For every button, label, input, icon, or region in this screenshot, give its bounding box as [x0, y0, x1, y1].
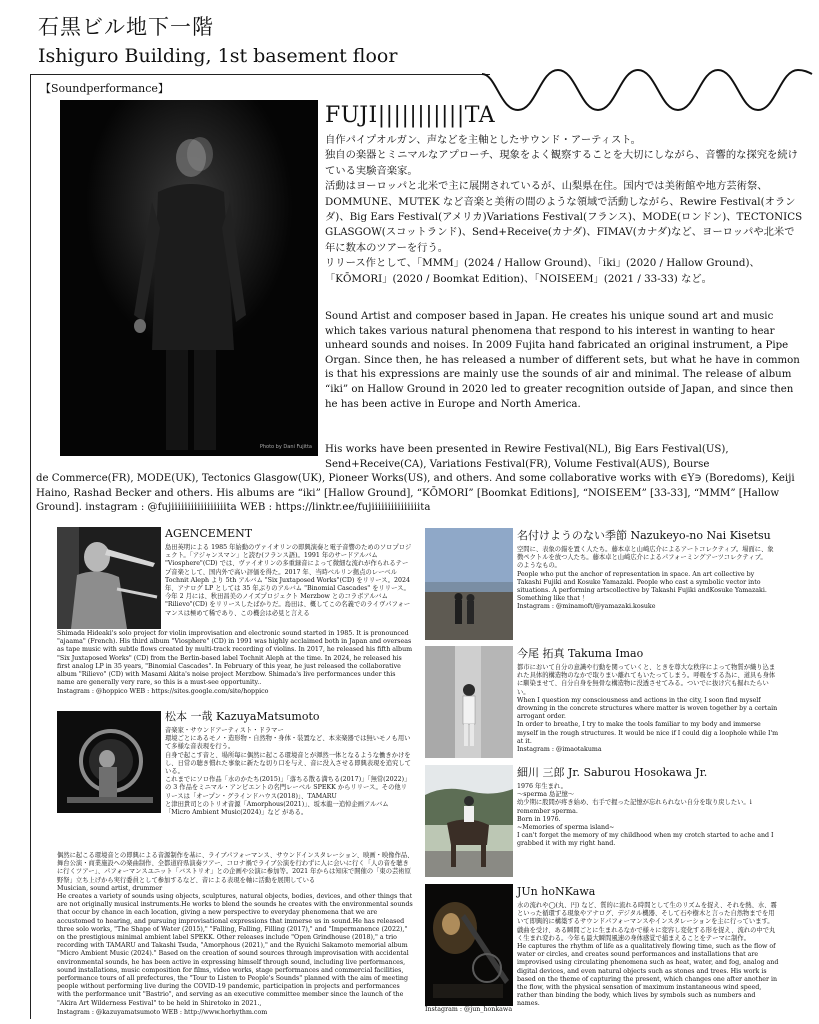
bio-paragraph: 幼少期に股間が疼き始め、右手で握った記憶が忘れられない自分を取り戻したい。i remember sperma.: [517, 799, 752, 815]
artist-bio: [517, 664, 779, 760]
artist-name: AGENCEMENT: [165, 527, 253, 540]
page-title-en: Ishiguro Building, 1st basement floor: [38, 45, 398, 67]
artist-bio-continued: [57, 852, 414, 1018]
featured-artist-photo: [60, 100, 318, 456]
featured-bio-en: Sound Artist and composer based in Japan. He creates his unique sound art and music which takes various natural phenomena that respond to his interest in wanting to hear unheard sounds and noises. In 2009 Fujita hand fabricated an original instrument, a Pipe Organ. Since then, he has released a number of different sets, but what he have in common is that his expressions are mainly use the sounds of air and minimal. The release of album “iki” on Hallow Ground in 2020 led to greater recognition outside of Japan, and since then he has been active in Europe and North America.: [325, 311, 800, 410]
bio-jp-line: 独自の楽器とミニマルなアプローチ、現象をよく観察することを大切にしながら、音響的な探究を続けている実験音楽家。: [325, 149, 798, 177]
artist-photo-matsumoto: [57, 711, 161, 813]
bio-social: Instagram : @imaotakuma: [517, 746, 602, 754]
frame-left-line: [30, 74, 31, 1019]
bio-paragraph: 環境ごとにあるモノ・造形物・自然物・身体・装置など、本来楽器では無いモノも用いて多様な音表現を行う。: [165, 735, 411, 751]
bio-paragraph: When I question my consciousness and actions in the city, I soon find myself drowning in the concrete structures where matter is woven together by a certain arrogant order.: [517, 696, 778, 721]
artist-bio: [517, 783, 779, 873]
bio-jp-line: リリース作として、「MMM」(2024 / Hallow Ground)、「iki」(2020 / Hallow Ground)、「KŌMORI」(2020 / Boomkat Edition)、「NOISEEM」(2021 / 33-33) など。: [325, 257, 760, 285]
bio-social: Instagram : @hoppico WEB : https://sites.google.com/site/hoppico: [57, 688, 269, 696]
artist-photo-agencement: [57, 527, 161, 629]
artist-bio: [165, 544, 413, 629]
bio-paragraph: 〜sperma 島記憶〜: [517, 791, 575, 799]
bio-jp-line: 自作パイプオルガン、声などを主軸としたサウンド・アーティスト。: [325, 134, 641, 146]
bio-paragraph: Something like that ！: [517, 595, 589, 603]
bio-paragraph: と津田貴司とのトリオ音源「Amorphous(2021)」、坂本龍一追悼企画アルバム「Micro Ambient Music(2024)」など がある。: [165, 800, 389, 817]
page-title-jp: 石黒ビル地下一階: [38, 15, 214, 39]
bio-paragraph: I can't forget the memory of my childhood when my crotch started to ache and I grabbed it with my right hand.: [517, 832, 774, 848]
bio-paragraph: He creates a variety of sounds using objects, sculptures, natural objects, bodies, devices, and other things that are not originally musical instruments.He works to blend the sounds he creates with the environmental sounds that occur by chance in each location, giving a new perspective to everyday phenomena that we are accustomed to hearing, and pursuing improvisational expressions that immerse us in sound.He has released three solo works, "The Shape of Water (2015)," "Falling, Falling, Filling (2017)," and "Impermanence (2022)," on the prestigious minimal ambient label SPEKK. Other releases include "Open Grindhouse (2018)," a trio recording with TAMARU and Takashi Tsuda, "Amorphous (2021)," and the Ryuichi Sakamoto memorial album "Micro Ambient Music (2024)." Based on the creation of sound sources through improvisation with accidental environmental sounds, he has been active in expressing himself through sound, including live performances, sound installations, music composition for films, video works, stage performances and commercial facilities, performance tours of all prefectures, the "Tour to Listen to People's Sounds" planned with the aim of meeting people without performing live during the COVID-19 pandemic, participation in projects and performances with the performance unit "Bastrio", and serving as an executive committee member since the launch of the "Akira Art Wilderness Festival" to be held in Shiretoko in 2021.,: [57, 893, 413, 1007]
featured-bio-jp: [325, 133, 803, 287]
frame-top-line: [30, 74, 490, 75]
artist-bio: [517, 902, 779, 1008]
bio-paragraph: のようなもの。: [517, 562, 561, 570]
artist-name: 今尾 拓真 Takuma Imao: [517, 647, 644, 660]
artist-bio: [517, 546, 779, 646]
photo-credit: Photo by Dani Fujitta: [259, 444, 312, 450]
artist-photo-honkawa: [425, 884, 513, 1006]
bio-paragraph: 自身で起こす音と、場所毎に偶然に起こる環境音とが渾然一体となるような働きかけをし、日常の聴き慣れた事象に新たな切り口を与え、音に没入させる即興表現を追究している。: [165, 751, 411, 776]
bio-paragraph: People who put the anchor of representation in space. An art collective by Takashi Fujiki and Kosuke Yamazaki. People who cast a symbolic vector into situations. A performing artscollective by Takashi Fujiki andKosuke Yamazaki.: [517, 570, 767, 595]
artist-bio-continued: [57, 630, 414, 702]
bio-jp-line: 活動はヨーロッパと北米で主に展開されているが、山梨県在住。国内では美術館や地方芸術祭、DOMMUNE、MUTEK など音楽と美術の間のような領域で活動しながら、Rewire Festival(オランダ)、Big Ears Festival(アメリカ)Variations Festival(フランス)、MODE(ロンドン)、TECTONICS GLASGOW(スコットランド)、Send+Receive(カナダ)、FIMAV(カナダ)など、ヨーロッパや北米で年に数本のツアーを行う。: [325, 180, 803, 254]
bio-paragraph: Shimada Hideaki's solo project for violin improvisation and electronic sound started in 1985. It is pronounced "ajaama" (French). His third album "Viosphere" (CD) in 1991 was highly acclaimed both in Japan and overseas as tape music with subtle flows created by multi-track recording of violins. In 2017, he released his fifth album "Six Juxtaposed Works" (CD) from the Berlin-based label Tochnit Aleph at the time. In 2024, he released his first analog LP in 35 years, "Binomial Cascades". In February of this year, he just released the collaborative album "Rilievo" (CD) with Masami Akita's noise project Merzbow. Shimada's live performances under this name are generally very rare, so this is a must-see opportunity..: [57, 630, 413, 687]
artist-bio: [165, 727, 413, 851]
bio-paragraph: これまでにソロ作品「水のかたち(2015)」「落ちる散る満ちる(2017)」「無常(2022)」の 3 作品をミニマル・アンビエントの名門レーベル SPEKK からリリース。その他リリースは「オープン・グラインドハウス(2018)」、TAMARU: [165, 776, 411, 800]
artist-photo-nazukeyo: [425, 528, 513, 640]
artist-photo-imao: [425, 646, 513, 758]
bio-paragraph: 偶然に起こる環境音との即興による音源制作を基に、ライブパフォーマンス、サウンドインスタレーション、映画・映像作品、舞台公演・商業施設への楽曲制作、全都道府県演奏ツアー、コロナ禍でライブ公演を行わずに人に会いに行く「人の音を聴きに行くツアー」、パフォーマンスユニット「バストリオ」との企画や公演に参加等。2021 年からは知床で開催の「東の芸術原野祭」立ち上げから実行委員として参加するなど、音による表現を軸に活動を展開している: [57, 852, 414, 884]
bio-social: Instagram : @minamoft/@yamazaki.kosuke: [517, 603, 656, 611]
bio-paragraph: In order to breathe, I try to make the tools familiar to my body and immerse myself in the rough structures. It would be nice if I could dig a loophole while I'm at it.: [517, 721, 779, 745]
bio-paragraph: 水の流れや◯(丸、円) など、質的に流れる時間として生のリズムを捉え、それを熱、水、霧といった循環する現象やアナログ、デジタル機器、そして石や樹木と言った自然物までを用いて即興的に構築するサウンドパフォーマンスやインスタレーションを主に行っています。 戯曲を受け、ある瞬間ごとに生まれるなかで様々に変容し変化する形を捉え、流れの中で丸く生まれ変わる。今年も最大瞬間風速の身体感覚で捕まえることをテーマに制作。: [517, 902, 777, 942]
artist-name: 松本 一哉 KazuyaMatsumoto: [165, 710, 320, 723]
bio-paragraph: Born in 1976.: [517, 815, 561, 823]
artist-bio-continued: [425, 1006, 779, 1022]
bio-paragraph: 音楽家・サウンドアーティスト・ドラマー: [165, 727, 284, 734]
artist-name: JUn hoNKawa: [517, 885, 596, 898]
bio-paragraph: Musician, sound artist, drummer: [57, 884, 163, 892]
featured-artist-name: FUJI|||||||||||TA: [325, 103, 496, 128]
bio-paragraph: ~Memories of sperma island~: [517, 824, 615, 832]
bio-social: Instagram : @jun_honkawa: [425, 1006, 513, 1013]
bio-paragraph: 都市において自分の意識や行動を関っていくと、ときを尊大な秩序によって物質が織り込まれた具体的構造物のなかで取りまい離れてもいたってしまう。呼吸をする為に、道具も身体に馴染ませて、自分自身を無骨な構造物に没透させてみる。ついでに抜け穴も掘れたらいい。: [517, 664, 776, 696]
bio-paragraph: He captures the rhythm of life as a qualitatively flowing time, such as the flow of water or circles, and creates sound performances and installations that are improvised using circulating phenomena such as heat, water, and fog, analog and digital devices, and even natural objects such as stones and trees. His work is based on the theme of capturing the present, which changes one after another in the flow, with the physical sensation of maximum instantaneous wind speed, rather than binding the body, which lives by symbols such as numbers and names.: [517, 943, 779, 1008]
bio-paragraph: 1976 年生まれ。: [517, 783, 567, 790]
artist-name: 名付けようのない季節 Nazukeyo-no Nai Kisetsu: [517, 529, 771, 542]
artist-name: 細川 三郎 Jr. Saburou Hosokawa Jr.: [517, 766, 708, 779]
featured-bio-en-continued: [36, 443, 808, 516]
bio-en2-rest: de Commerce(FR), MODE(UK), Tectonics Glasgow(UK), Pioneer Works(US), and others. And some collaborative works with ∈Y∋ (Boredoms), Keiji Haino, Rashad Becker and others. His albums are “iki” [Hallow Ground], “KŌMORI” [Boomkat Editions], “NOISEEM” [33-33], “MMM” [Hallow Ground]. instagram : @fujiiiiiiiiiiiiiiiiita WEB : https://linktr.ee/fujiiiiiiiiiiiiiiita: [36, 473, 795, 514]
bio-paragraph: 島田英明による 1985 年始動のヴァイオリンの即興演奏と電子音響のためのソロプロジェクト。「アジャンスマン」と読む(フランス語)。1991 年のサードアルバム "Viosphere"(CD) では、ヴァイオリンの多重録音によって微細な流れが作られるテープ音楽として、国内外で高い評価を得た。2017 年、当時ベルリン拠点のレーベル Tochnit Aleph より 5th アルバム "Six Juxtaposed Works"(CD) をリリース。2024 年、アナログ LP としては 35 年ぶりのアルバム "Binomial Cascades" をリリース。今年 2 月には、秋田昌美のノイズプロジェクト Merzbow とのコラボアルバム "Rilievo"(CD) をリリースしたばかりだ。島田は、概してこの名義でのライヴパフォーマンスは極めて稀であり、この機会は必見と言える: [165, 544, 412, 617]
bio-paragraph: 空間に、表象の錨を置く人たち。藤本卓と山崎広介によるアートコレクティブ。場面に、象徴ペクトルを放つ人たち。藤本卓と山崎広介によるパフォーミングアーツコレクティブ。: [517, 546, 774, 562]
artist-photo-hosokawa: [425, 765, 513, 877]
bio-social: Instagram : @kazuyamatsumoto WEB : http://www.horhythm.com: [57, 1008, 268, 1016]
wave-decoration: [482, 62, 812, 116]
section-label: 【Soundperformance】: [40, 82, 169, 95]
bio-en2-start: His works have been presented in Rewire Festival(NL), Big Ears Festival(US), Send+Receive(CA), Variations Festival(FR), Volume Festival(AUS), Bourse: [325, 444, 729, 470]
